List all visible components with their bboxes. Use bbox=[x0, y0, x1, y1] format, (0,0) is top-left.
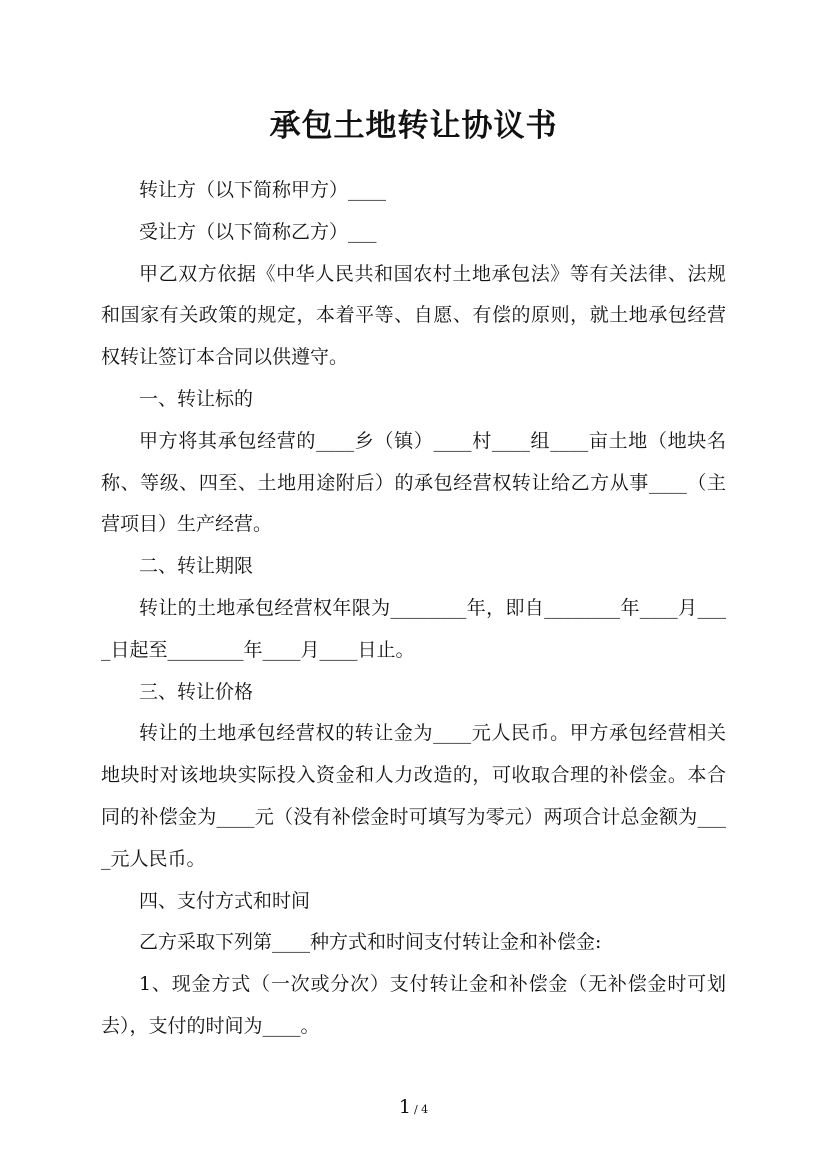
current-page-number: 1 bbox=[398, 1096, 411, 1118]
section-heading-payment: 四、支付方式和时间 bbox=[139, 889, 311, 912]
paragraph-transferee: 受让方（以下简称乙方）___ bbox=[139, 220, 377, 243]
paragraph-cash-payment: 1、现金方式（一次或分次）支付转让金和补偿金（无补偿金时可划去），支付的时间为____。 bbox=[101, 973, 726, 1037]
paragraph-preamble: 甲乙双方依据《中华人民共和国农村土地承包法》等有关法律、法规和国家有关政策的规定，本着平等、自愿、有偿的原则，就土地承包经营权转让签订本合同以供遵守。 bbox=[101, 262, 726, 369]
section-heading-term: 二、转让期限 bbox=[139, 555, 254, 578]
paragraph-term: 转让的土地承包经营权年限为________年，即自________年____月____日起至________年____月____日止。 bbox=[101, 596, 726, 661]
paragraph-price: 转让的土地承包经营权的转让金为____元人民币。甲方承包经营相关地块时对该地块实际投入资金和人力改造的，可收取合理的补偿金。本合同的补偿金为____元（没有补偿金时可填写为零元）两项合计总金额为____元人民币。 bbox=[101, 722, 726, 870]
document-body bbox=[101, 170, 726, 1048]
section-heading-subject: 一、转让标的 bbox=[139, 387, 254, 410]
document-title: 承包土地转让协议书 bbox=[269, 108, 558, 144]
section-heading-price: 三、转让价格 bbox=[139, 680, 254, 703]
page-number bbox=[0, 1094, 827, 1123]
total-pages: / 4 bbox=[413, 1103, 429, 1116]
paragraph-payment-method: 乙方采取下列第____种方式和时间支付转让金和补偿金: bbox=[139, 931, 602, 954]
paragraph-transferor: 转让方（以下简称甲方）____ bbox=[139, 179, 387, 201]
paragraph-subject: 甲方将其承包经营的____乡（镇）____村____组____亩土地（地块名称、等级、四至、土地用途附后）的承包经营权转让给乙方从事____（主营项目）生产经营。 bbox=[101, 429, 726, 536]
